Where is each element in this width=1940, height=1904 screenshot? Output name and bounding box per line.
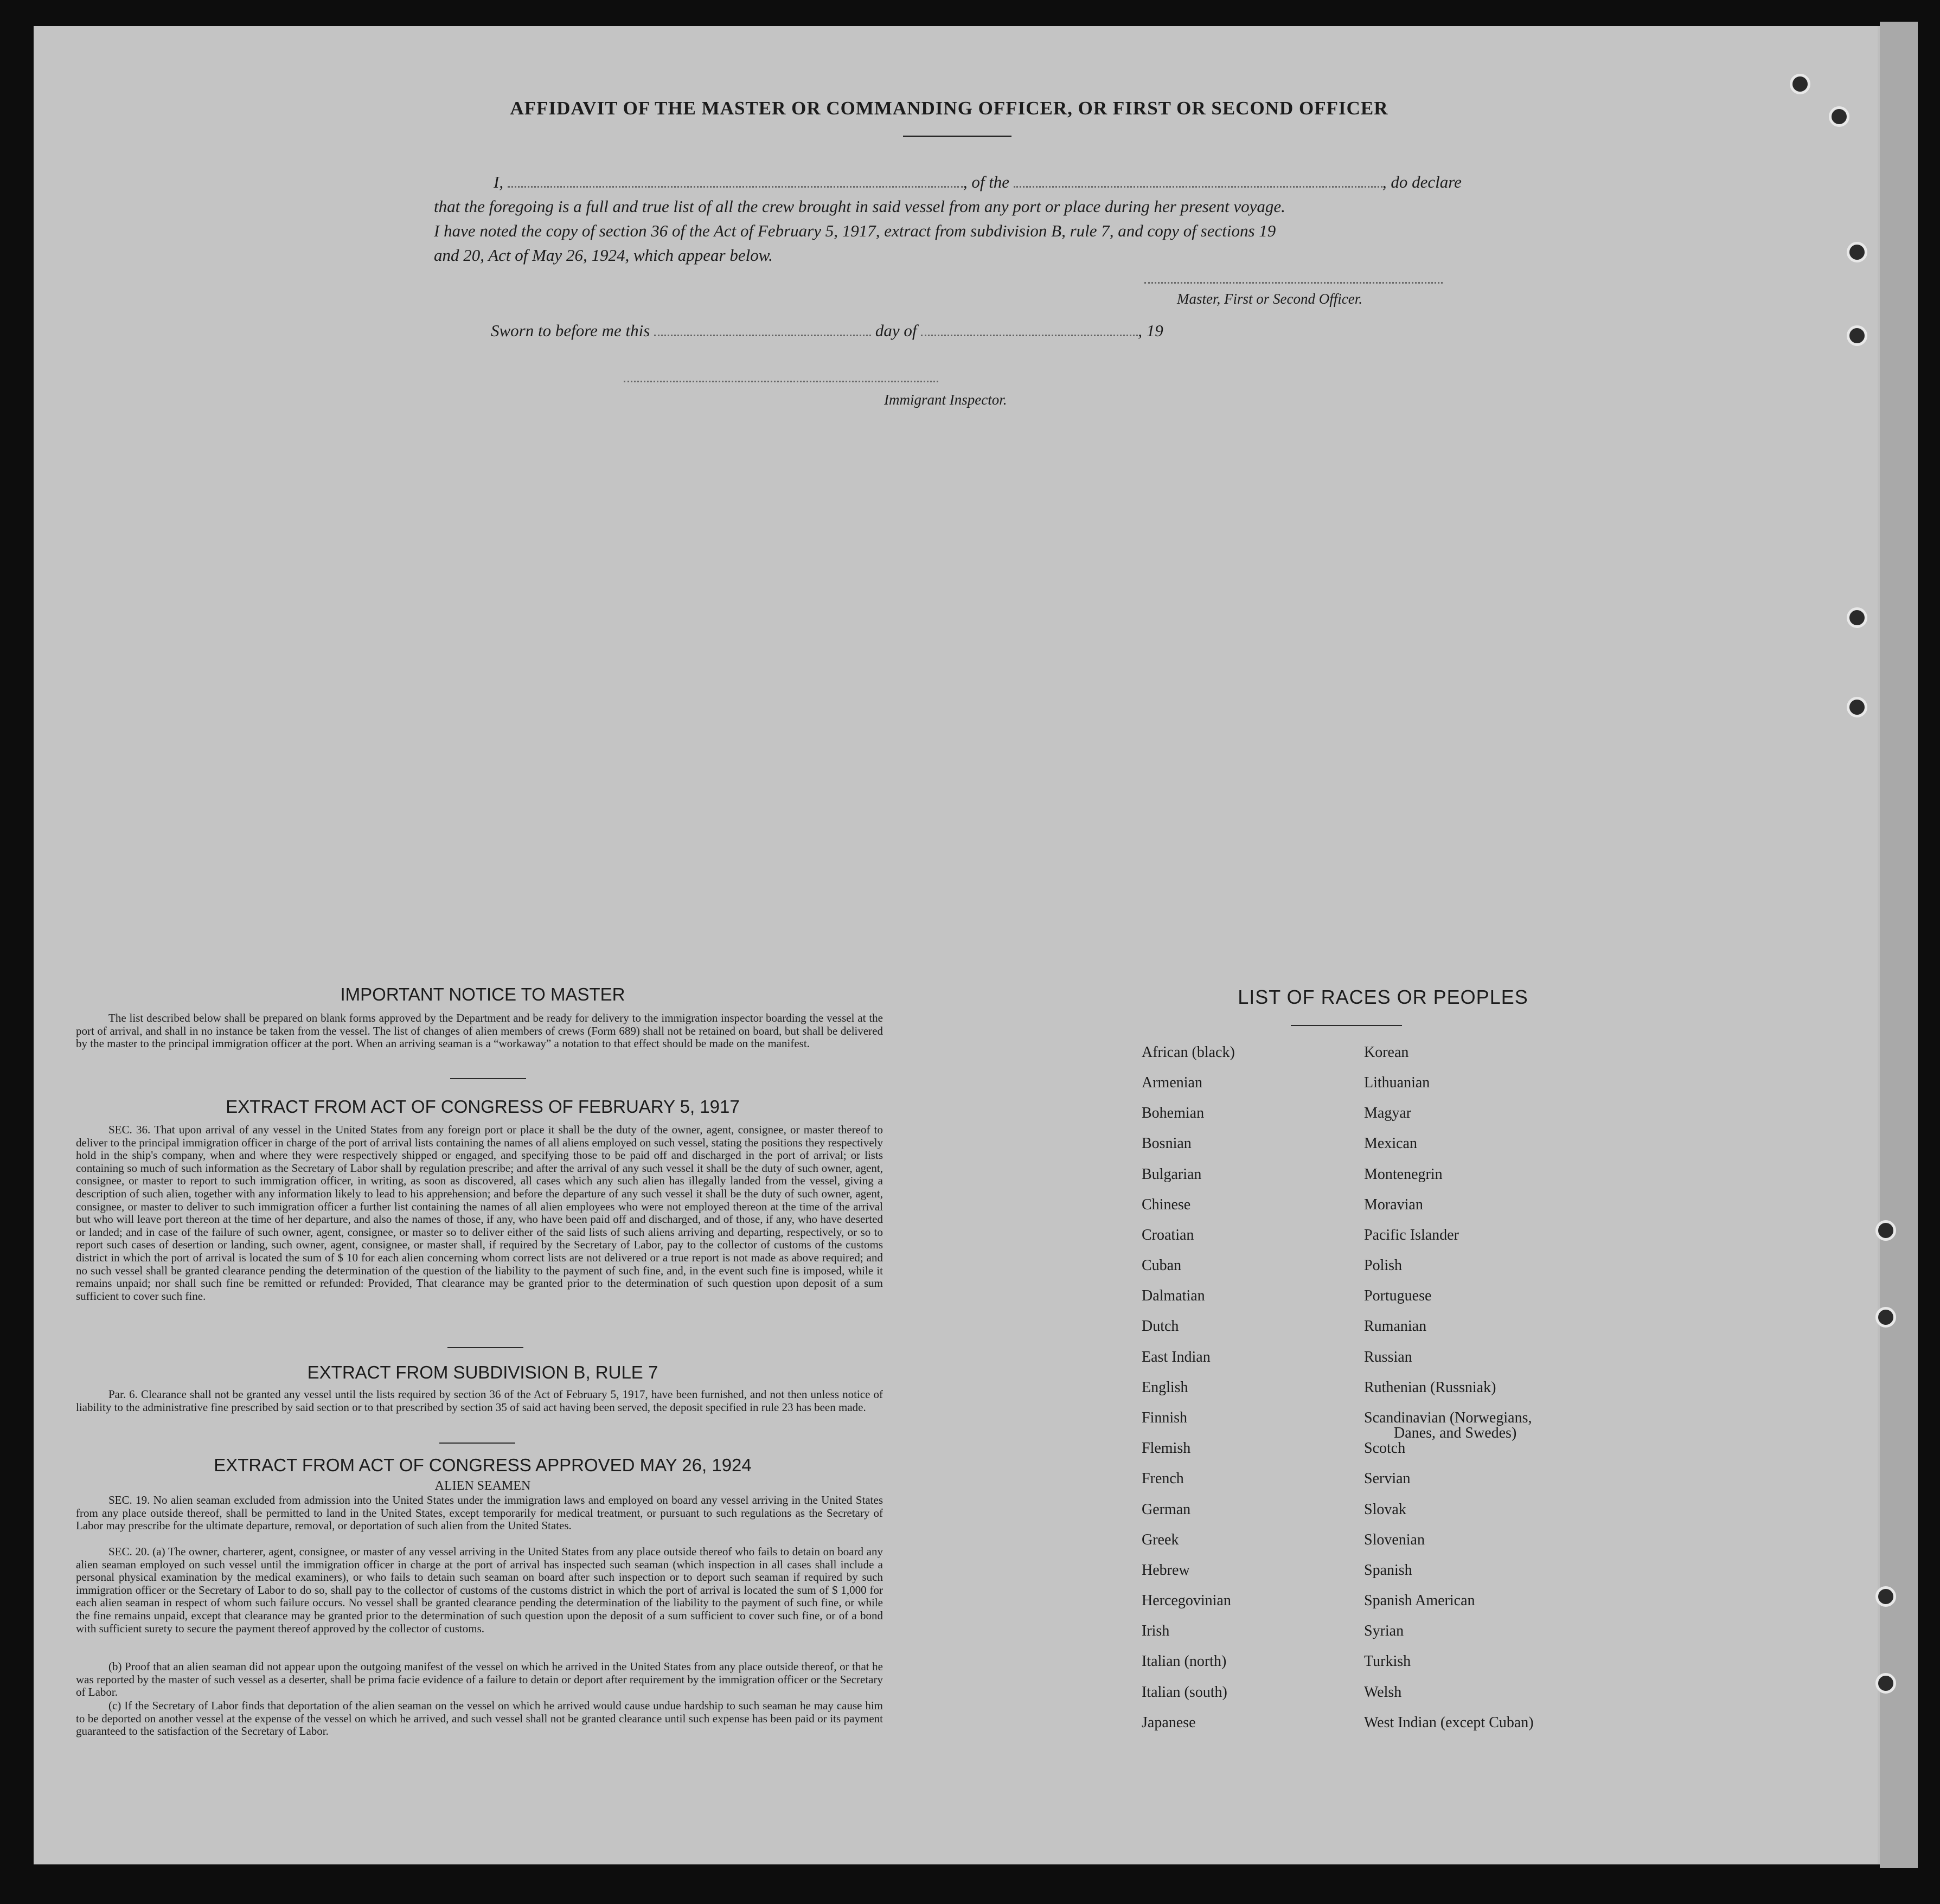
race-item: Spanish <box>1364 1562 1412 1579</box>
race-item: Dutch <box>1142 1318 1179 1335</box>
race-item: Chinese <box>1142 1196 1191 1213</box>
race-item: Welsh <box>1364 1684 1402 1701</box>
race-item: Moravian <box>1364 1196 1423 1213</box>
divider-3 <box>439 1443 515 1444</box>
race-item: Italian (north) <box>1142 1653 1227 1670</box>
notice-body: The list described below shall be prepared on blank forms approved by the Department and be ready for delivery to the immigration inspector boarding the vessel at the port of arrival, and shall in no instance be taken from the vessel. The list of changes of alien members of crews (Form 689) shall not be retained on board, but shall be delivered by the master to the principal immigration officer at the port. When an arriving seaman is a “workaway” a notation to that effect should be made on the manifest. <box>76 1011 883 1050</box>
race-item: Italian (south) <box>1142 1684 1227 1701</box>
divider-2 <box>447 1347 523 1348</box>
affidavit-line1 <box>494 172 1481 192</box>
binding-hole-icon <box>1847 697 1867 717</box>
race-item: Bosnian <box>1142 1135 1192 1152</box>
sworn-day-field[interactable] <box>654 335 871 336</box>
divider-1 <box>450 1078 526 1079</box>
extract-1917-title: EXTRACT FROM ACT OF CONGRESS OF FEBRUARY 5, 1917 <box>226 1097 740 1117</box>
binding-hole-icon <box>1847 242 1867 262</box>
master-signature-field[interactable] <box>1144 282 1443 284</box>
race-item-continuation: Danes, and Swedes) <box>1394 1425 1517 1441</box>
race-item: Russian <box>1364 1349 1412 1366</box>
year-prefix-text: , 19 <box>1138 321 1163 340</box>
race-item: African (black) <box>1142 1044 1235 1061</box>
vessel-name-field[interactable] <box>1014 186 1382 188</box>
race-item: East Indian <box>1142 1349 1211 1366</box>
race-item: Korean <box>1364 1044 1409 1061</box>
race-item: Armenian <box>1142 1074 1202 1091</box>
race-item: Bohemian <box>1142 1105 1205 1121</box>
race-item: French <box>1142 1470 1184 1487</box>
affidavit-line3: I have noted the copy of section 36 of the Act of February 5, 1917, extract from subdivision B, rule 7, and copy of sections 19 <box>434 221 1276 240</box>
race-item: Lithuanian <box>1364 1074 1430 1091</box>
binding-hole-icon <box>1790 74 1810 94</box>
race-item: German <box>1142 1501 1191 1518</box>
races-divider <box>1291 1025 1402 1026</box>
binding-hole-icon <box>1875 1586 1896 1607</box>
race-item: Japanese <box>1142 1714 1196 1731</box>
affidavit-line2: that the foregoing is a full and true list of all the crew brought in said vessel from any port or place during her present voyage. <box>434 197 1285 216</box>
sworn-line <box>491 321 1163 341</box>
extract-1924-subtitle: ALIEN SEAMEN <box>434 1479 531 1493</box>
inspector-caption: Immigrant Inspector. <box>884 392 1007 408</box>
race-item: Hercegovinian <box>1142 1592 1231 1609</box>
extract-1924-sec20b: (b) Proof that an alien seaman did not appear upon the outgoing manifest of the vessel on which he arrived in the United States from any place outside thereof, or that he was reported by the master of such vessel as a deserter, shall be prima facie evidence of a failure to detain or deport after requirement by the immigration officer or the Secretary of Labor. <box>76 1660 883 1699</box>
race-item: Montenegrin <box>1364 1166 1443 1183</box>
extract-1924-title: EXTRACT FROM ACT OF CONGRESS APPROVED MAY 26, 1924 <box>214 1455 752 1475</box>
inspector-signature-field[interactable] <box>624 381 938 382</box>
race-item: Dalmatian <box>1142 1287 1205 1304</box>
day-of-text: day of <box>875 321 917 340</box>
binding-hole-icon <box>1829 106 1849 127</box>
race-item: English <box>1142 1379 1188 1396</box>
race-item: Polish <box>1364 1257 1403 1274</box>
affidavit-text-declare: , do declare <box>1382 172 1462 191</box>
binding-hole-icon <box>1875 1673 1896 1694</box>
race-item: Irish <box>1142 1623 1170 1639</box>
extract-rule7-body: Par. 6. Clearance shall not be granted any vessel until the lists required by section 36 of the Act of February 5, 1917, have been furnished, and not then unless notice of liability to the administrative fine prescribed by said section or to that prescribed by section 35 of said act having been served, the deposit specified in rule 23 has been made. <box>76 1388 883 1414</box>
affidavit-title: AFFIDAVIT OF THE MASTER OR COMMANDING OFFICER, OR FIRST OR SECOND OFFICER <box>510 98 1388 119</box>
officer-name-field[interactable] <box>508 186 963 188</box>
race-item: Magyar <box>1364 1105 1412 1121</box>
race-item: Spanish American <box>1364 1592 1475 1609</box>
affidavit-text-i: I, <box>494 172 504 191</box>
extract-1917-body: SEC. 36. That upon arrival of any vessel in the United States from any foreign port or place it shall be the duty of the owner, agent, consignee, or master thereof to deliver to the principal immigration officer in charge of the port of arrival lists containing the names of all aliens employed on such vessel, stating the positions they respectively hold in the ship's company, when and where they were respectively shipped or engaged, and specifying those to be paid off and discharged in the port of arrival; or lists containing so much of such information as the Secretary of Labor shall by regulation prescribe; and after the arrival of any such vessel it shall be the duty of such owner, agent, consignee, or master to report to such immigration officer, in writing, as soon as discovered, all cases which any such alien has illegally landed from the vessel, giving a description of such alien, together with any information likely to lead to his apprehension; and before the departure of any such vessel it shall be the duty of such owner, agent, consignee, or master to deliver to such immigration officer a further list containing the names of all alien employees who were not employed thereon at the time of the arrival but who will leave port thereon at the time of her departure, and also the names of those, if any, who have been paid off and discharged, and of those, if any, who have deserted or landed; and in case of the failure of such owner, agent, consignee, or master so to deliver either of the said lists of such aliens arriving and departing, respectively, or so to report such cases of desertion or landing, such owner, agent, consignee, or master shall, if required by the Secretary of Labor, pay to the collector of customs of the customs district in which the port of arrival is located the sum of $ 10 for each alien concerning whom correct lists are not delivered or a true report is not made as above required; and no such vessel shall be granted clearance pending the determination of the question of the liability to the payment of such fine, and, in the event such fine is imposed, while it remains unpaid; nor shall such fine be remitted or refunded: Provided, That clearance may be granted prior to the determination of such question upon deposit of a sum sufficient to cover such fine. <box>76 1123 883 1303</box>
races-title: LIST OF RACES OR PEOPLES <box>1238 986 1528 1008</box>
race-item: Scotch <box>1364 1440 1406 1457</box>
race-item: Servian <box>1364 1470 1411 1487</box>
race-item: Flemish <box>1142 1440 1191 1457</box>
race-item: Slovenian <box>1364 1531 1425 1548</box>
race-item: Hebrew <box>1142 1562 1190 1579</box>
master-signature-caption: Master, First or Second Officer. <box>1177 291 1362 307</box>
race-item: Mexican <box>1364 1135 1417 1152</box>
race-item: Scandinavian (Norwegians, <box>1364 1409 1532 1426</box>
sworn-text: Sworn to before me this <box>491 321 650 340</box>
title-divider <box>903 136 1011 137</box>
race-item: West Indian (except Cuban) <box>1364 1714 1534 1731</box>
extract-rule7-title: EXTRACT FROM SUBDIVISION B, RULE 7 <box>307 1362 658 1382</box>
binding-hole-icon <box>1847 325 1867 346</box>
race-item: Croatian <box>1142 1227 1194 1243</box>
race-item: Finnish <box>1142 1409 1188 1426</box>
race-item: Pacific Islander <box>1364 1227 1459 1243</box>
race-item: Rumanian <box>1364 1318 1427 1335</box>
sworn-month-field[interactable] <box>921 335 1138 336</box>
extract-1924-sec20c: (c) If the Secretary of Labor finds that deportation of the alien seaman on the vessel on which he arrived would cause undue hardship to such seaman he may cause him to be deported on another vessel at the expense of the vessel on which he arrived, and such vessel shall not be granted clearance until such expense has been paid or its payment guaranteed to the satisfaction of the Secretary of Labor. <box>76 1699 883 1738</box>
affidavit-text-of-the: , of the <box>963 172 1010 191</box>
binding-hole-icon <box>1847 607 1867 628</box>
race-item: Portuguese <box>1364 1287 1432 1304</box>
extract-1924-sec19: SEC. 19. No alien seaman excluded from admission into the United States under the immigration laws and employed on board any vessel arriving in the United States from any place outside thereof, shall be permitted to land in the United States, except temporarily for medical treatment, or pursuant to such regulations as the Secretary of Labor may prescribe for the ultimate departure, removal, or deportation of such alien from the United States. <box>76 1493 883 1533</box>
race-item: Syrian <box>1364 1623 1404 1639</box>
binding-hole-icon <box>1875 1220 1896 1241</box>
binding-hole-icon <box>1875 1307 1896 1328</box>
race-item: Slovak <box>1364 1501 1406 1518</box>
race-item: Ruthenian (Russniak) <box>1364 1379 1496 1396</box>
race-item: Bulgarian <box>1142 1166 1202 1183</box>
notice-title: IMPORTANT NOTICE TO MASTER <box>340 984 625 1004</box>
race-item: Cuban <box>1142 1257 1182 1274</box>
affidavit-line4: and 20, Act of May 26, 1924, which appear below. <box>434 246 773 265</box>
race-item: Turkish <box>1364 1653 1411 1670</box>
extract-1924-sec20a: SEC. 20. (a) The owner, charterer, agent, consignee, or master of any vessel arriving in the United States from any place outside thereof who fails to detain on board any alien seaman employed on such vessel until the immigration officer in charge at the port of arrival has inspected such seaman (which inspection in all cases shall include a personal physical examination by the medical examiners), or who fails to detain such seaman on board after such inspection or to deport such seaman if required by such immigration officer or the Secretary of Labor to do so, shall pay to the collector of customs of the customs district in which the port of arrival is located the sum of $ 1,000 for each alien seaman in respect of whom such failure occurs. No vessel shall be granted clearance pending the determination of the liability to the payment of such fine, or while the fine remains unpaid, except that clearance may be granted prior to the determination of such question upon the deposit of a sum sufficient to cover such fine, or of a bond with sufficient surety to secure the payment thereof approved by the collector of customs. <box>76 1545 883 1635</box>
race-item: Greek <box>1142 1531 1179 1548</box>
